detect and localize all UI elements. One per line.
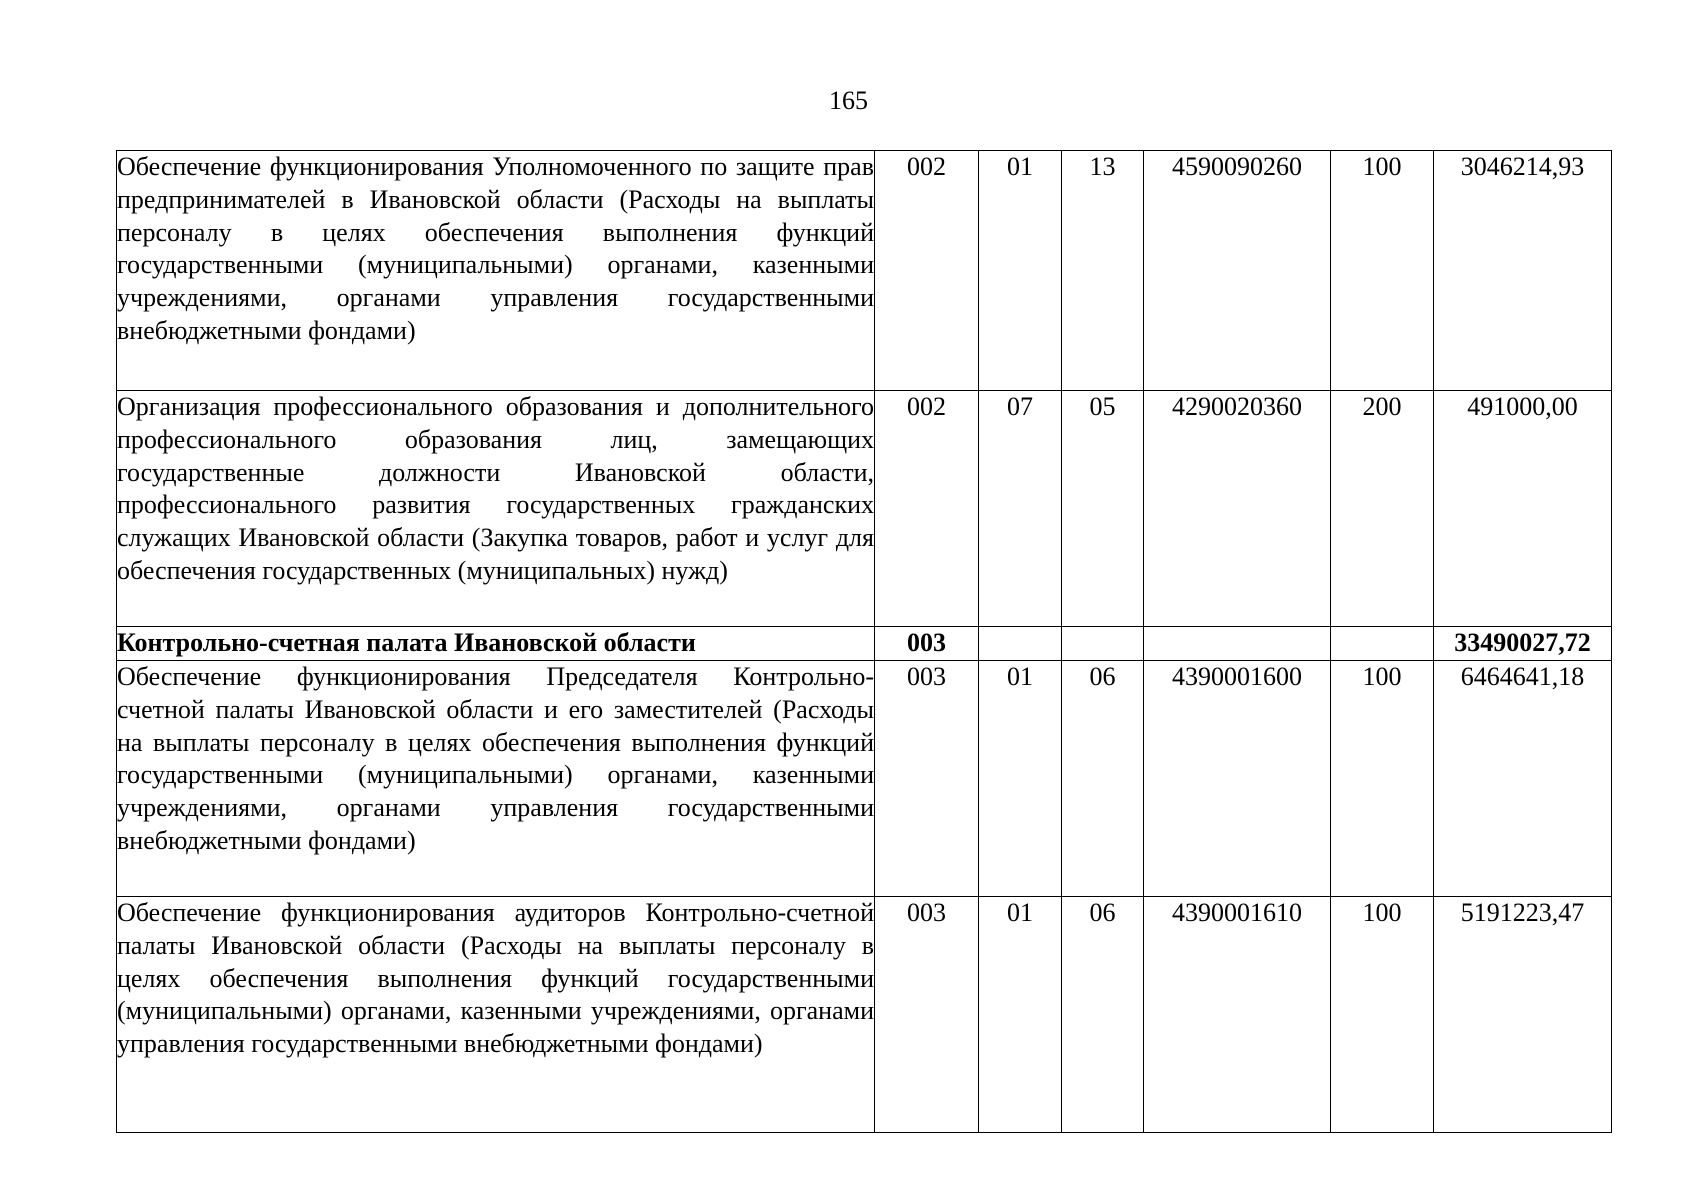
amount: 6464641,18 xyxy=(1434,661,1612,897)
expense-type-code xyxy=(1331,627,1434,661)
section-code: 07 xyxy=(979,391,1062,627)
table-row xyxy=(117,391,1612,627)
ministry-code: 002 xyxy=(875,151,979,391)
subsection-code: 06 xyxy=(1062,897,1144,1133)
budget-table xyxy=(116,150,1612,1133)
section-code: 01 xyxy=(979,661,1062,897)
target-article-code: 4390001600 xyxy=(1144,661,1331,897)
ministry-code: 002 xyxy=(875,391,979,627)
ministry-code: 003 xyxy=(875,661,979,897)
amount: 3046214,93 xyxy=(1434,151,1612,391)
section-code: 01 xyxy=(979,151,1062,391)
expense-type-code: 100 xyxy=(1331,897,1434,1133)
ministry-code: 003 xyxy=(875,627,979,661)
expense-type-code: 100 xyxy=(1331,151,1434,391)
subsection-code: 13 xyxy=(1062,151,1144,391)
expense-type-code: 100 xyxy=(1331,661,1434,897)
amount: 33490027,72 xyxy=(1434,627,1612,661)
ministry-code: 003 xyxy=(875,897,979,1133)
amount: 5191223,47 xyxy=(1434,897,1612,1133)
target-article-code xyxy=(1144,627,1331,661)
amount: 491000,00 xyxy=(1434,391,1612,627)
table-row xyxy=(117,897,1612,1133)
subsection-code xyxy=(1062,627,1144,661)
target-article-code: 4290020360 xyxy=(1144,391,1331,627)
table-row xyxy=(117,661,1612,897)
page-number: 165 xyxy=(829,86,868,115)
target-article-code: 4590090260 xyxy=(1144,151,1331,391)
row-description: Обеспечение функционирования Уполномоченного по защите прав предпринимателей в Ивановской области (Расходы на выплаты персоналу в целях обеспечения выполнения функций государственными (муниципальными) органами, казенными учреждениями, органами управления государственными внебюджетными фондами) xyxy=(117,151,875,391)
table-row xyxy=(117,151,1612,391)
section-code: 01 xyxy=(979,897,1062,1133)
row-description: Организация профессионального образования и дополнительного профессионального образования лиц, замещающих государственные должности Ивановской области, профессионального развития государственных гражданских служащих Ивановской области (Закупка товаров, работ и услуг для обеспечения государственных (муниципальных) нужд) xyxy=(117,391,875,627)
row-description: Обеспечение функционирования Председателя Контрольно-счетной палаты Ивановской области и его заместителей (Расходы на выплаты персоналу в целях обеспечения выполнения функций государственными (муниципальными) органами, казенными учреждениями, органами управления государственными внебюджетными фондами) xyxy=(117,661,875,897)
row-description: Обеспечение функционирования аудиторов Контрольно-счетной палаты Ивановской области (Расходы на выплаты персоналу в целях обеспечения выполнения функций государственными (муниципальными) органами, казенными учреждениями, органами управления государственными внебюджетными фондами) xyxy=(117,897,875,1133)
table-row-group-header xyxy=(117,627,1612,661)
subsection-code: 06 xyxy=(1062,661,1144,897)
section-code xyxy=(979,627,1062,661)
target-article-code: 4390001610 xyxy=(1144,897,1331,1133)
row-description: Контрольно-счетная палата Ивановской области xyxy=(117,627,875,661)
subsection-code: 05 xyxy=(1062,391,1144,627)
expense-type-code: 200 xyxy=(1331,391,1434,627)
